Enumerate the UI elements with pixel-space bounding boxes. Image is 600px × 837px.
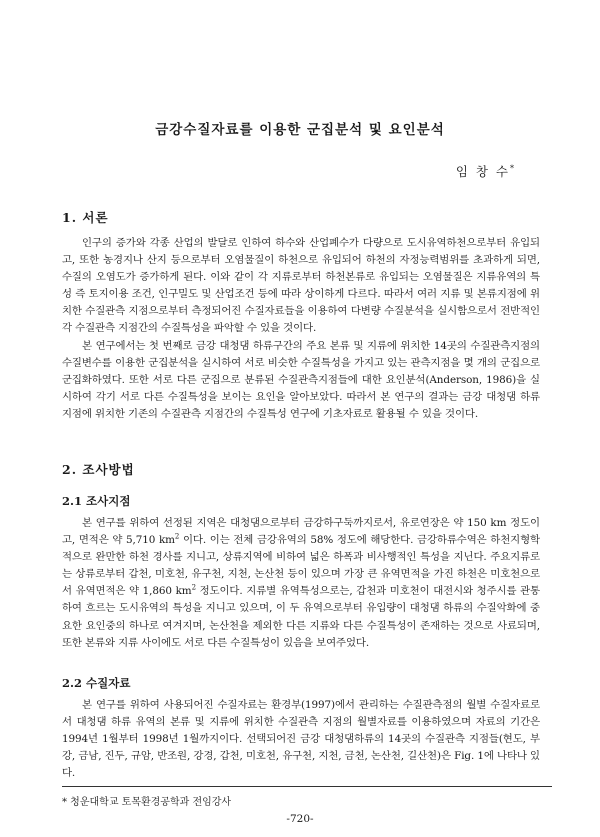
survey-sites-body	[62, 515, 540, 652]
survey-text-b: 이다. 이는 전체 금강유역의 58% 정도에 해당한다. 금강하류수역은 하천지형학적으로 완만한 하천 경사를 지니고, 상류지역에 비하여 넓은 하폭과 비사행적인 특성을 지닌다. 주요지류로는 상류로부터 갑천, 미호천, 유구천, 지천, 논산천 등이 있으며 가장 큰 유역면적을 가진 하천은 미호천으로서 유역면적은 약 1,860 km	[62, 534, 540, 598]
survey-text-c: 정도이다. 지류별 유역특성으로는, 갑천과 미호천이 대전시와 청주시를 관통하여 흐르는 도시유역의 특성을 지니고 있으며, 이 두 유역으로부터 유입량이 대청댐 하류의 수질악화에 중요한 요인중의 하나로 여겨지며, 논산천을 제외한 다른 지류와 다른 수질특성이 존재하는 것으로 사료되며, 또한 본류와 지류 사이에도 서로 다른 수질특성이 있음을 보여주었다.	[62, 585, 540, 649]
affiliation-footnote: * 청운대학교 토목환경공학과 전임강사	[62, 797, 232, 808]
section-heading-introduction: 1. 서론	[62, 210, 109, 225]
author-footnote-mark: *	[510, 163, 514, 173]
footnote-divider	[62, 786, 552, 787]
water-quality-paragraph: 본 연구를 위하여 사용되어진 수질자료는 환경부(1997)에서 관리하는 수질관측점의 월별 수질자료로서 대청댐 하류 유역의 본류 및 지류에 위치한 수질관측 지점의 월별자료를 이용하였으며 자료의 기간은 1994년 1월부터 1998년 1월까지이다. 선택되어진 금강 대청댐하류의 14곳의 수질관측 지점들(현도, 부강, 금남, 진두, 규암, 반조원, 강경, 갑천, 미호천, 유구천, 지천, 금천, 논산천, 길산천)은 Fig. 1에 나타나 있다.	[62, 699, 540, 780]
survey-sites-paragraph	[62, 515, 540, 652]
survey-text-a: 본 연구를 위하여 선정된 지역은 대청댐으로부터 금강하구둑까지로서, 유로연장은 약 150 km 정도이고, 면적은 약 5,710 km	[62, 517, 540, 547]
subsection-heading-survey-sites: 2.1 조사지점	[62, 494, 131, 508]
section-heading-methods: 2. 조사방법	[62, 462, 135, 477]
paper-title: 금강수질자료를 이용한 군집분석 및 요인분석	[155, 122, 445, 138]
page-number: -720-	[286, 813, 314, 825]
water-quality-data-body	[62, 697, 540, 782]
intro-paragraph-2: 본 연구에서는 첫 번째로 금강 대청댐 하류구간의 주요 본류 및 지류에 위치한 14곳의 수질관측지점의 수질변수를 이용한 군집분석을 실시하여 서로 비슷한 수질특성을 가지고 있는 관측지점을 몇 개의 군집으로 군집화하였다. 또한 서로 다른 군집으로 분류된 수질관측지점들에 대한 요인분석(Anderson, 1986)을 실시하여 각기 서로 다른 수질특성을 보이는 요인을 알아보았다. 따라서 본 연구의 결과는 금강 대청댐 하류 지점에 위치한 기존의 수질관측 지점간의 수질특성 연구에 기초자료로 활용될 수 있을 것이다.	[62, 339, 540, 420]
area-unit-superscript-2: 2	[191, 583, 196, 592]
section-introduction-body	[62, 235, 540, 423]
intro-paragraph-1: 인구의 증가와 각종 산업의 발달로 인하여 하수와 산업폐수가 다량으로 도시유역하천으로부터 유입되고, 또한 농경지나 산지 등으로부터 오염물질이 하천으로 유입되어 하천의 자정능력범위를 초과하게 되면, 수질의 오염도가 증가하게 된다. 이와 같이 각 지류로부터 하천본류로 유입되는 오염물질은 지류유역의 특성 즉 토지이용 조건, 인구밀도 및 산업조건 등에 따라 상이하게 다르다. 따라서 여러 지류 및 본류지점에 위치한 수질관측 지점으로부터 측정되어진 수질자료들을 이용하여 다변량 수질분석을 실시함으로서 전반적인 각 수질관측 지점간의 수질특성을 파악할 수 있을 것이다.	[62, 237, 540, 335]
author-text: 임 창 수	[455, 164, 510, 179]
subsection-heading-water-quality-data: 2.2 수질자료	[62, 676, 131, 690]
author-name	[456, 162, 514, 180]
area-unit-superscript-1: 2	[174, 532, 180, 541]
